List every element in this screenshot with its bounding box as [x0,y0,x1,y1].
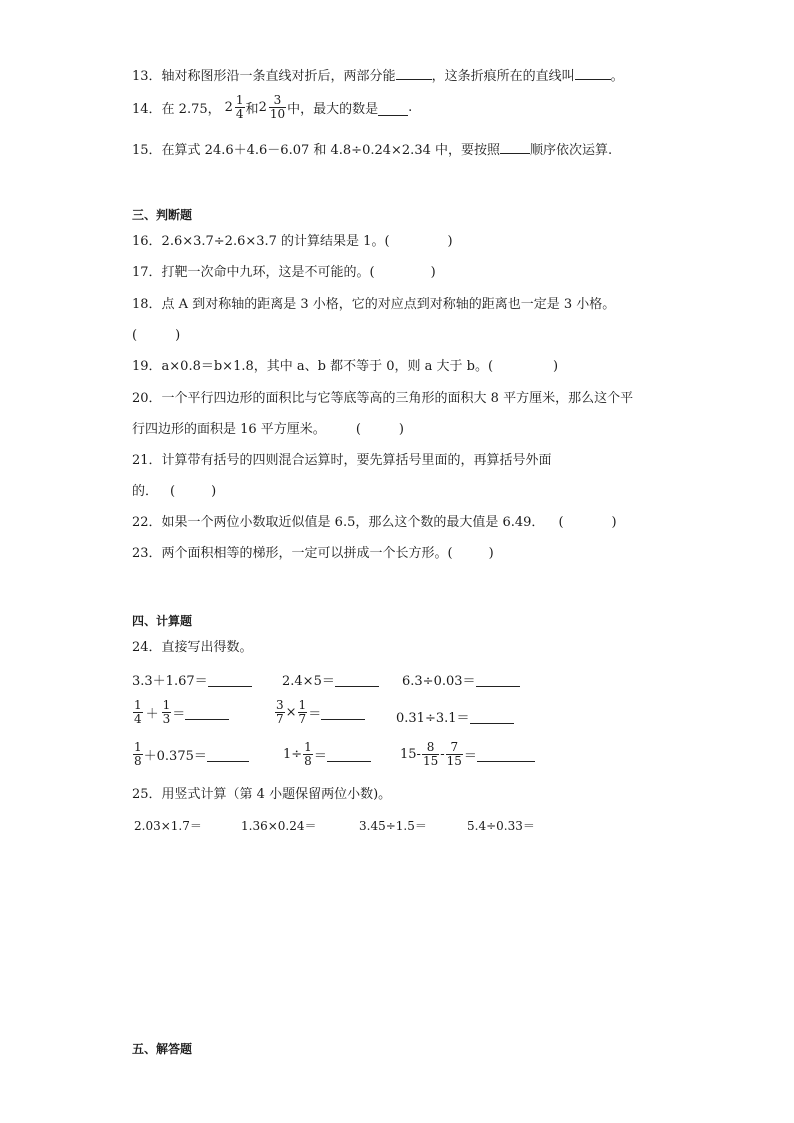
section-heading-solve: 五、解答题 [132,1042,193,1056]
question-21: 21．计算带有括号的四则混合运算时，要先算括号里面的，再算括号外面 [132,453,552,468]
fraction: $\frac{1}{8}$ [304,740,312,768]
question-16: 16．2.6×3.7÷2.6×3.7 的计算结果是 1。( ) [132,234,453,249]
answer-blank[interactable] [470,710,514,724]
answer-blank[interactable] [207,748,249,762]
answer-blank[interactable] [477,748,535,762]
question-19: 19．a×0.8＝b×1.8，其中 a、b 都不等于 0，则 a 大于 b。( ) [132,359,559,374]
question-13: 13．轴对称图形沿一条直线对折后，两部分能 ，这条折痕所在的直线叫 。 [132,66,624,86]
fraction: $\frac{7}{15}$ [446,740,462,768]
question-21-line2: 的． ( ) [132,484,217,499]
calc-item: $\frac{1}{4}$ ＋ $\frac{1}{3}$ ＝ [132,699,229,726]
question-17: 17．打靶一次命中九环，这是不可能的。( ) [132,265,436,280]
answer-blank[interactable] [321,706,365,720]
answer-blank[interactable] [575,66,611,80]
vertical-calc-item: 1.36×0.24＝ [241,819,317,833]
fraction: $\frac{1}{7}$ [298,698,307,726]
question-20: 20．一个平行四边形的面积比与它等底等高的三角形的面积大 8 平方厘米，那么这个平 [132,391,634,406]
fraction: $\frac{1}{3}$ [162,698,171,726]
answer-blank[interactable] [208,673,252,687]
fraction: $\frac{3}{10}$ [269,93,286,121]
answer-blank[interactable] [185,706,229,720]
vertical-calc-item: 5.4÷0.33＝ [467,819,535,833]
question-18-paren[interactable]: ( ) [132,328,181,343]
fraction: $\frac{1}{8}$ [134,740,142,768]
calc-item: $\frac{1}{8}$ ＋0.375＝ [132,741,249,768]
question-22: 22．如果一个两位小数取近似值是 6.5，那么这个数的最大值是 6.49． ( ) [132,515,617,530]
calc-item: 1÷ $\frac{1}{8}$ ＝ [283,741,371,768]
vertical-calc-item: 3.45÷1.5＝ [359,819,427,833]
question-15: 15．在算式 24.6＋4.6－6.07 和 4.8÷0.24×2.34 中，要按照 顺序依次运算. [132,140,612,160]
answer-blank[interactable] [335,673,379,687]
vertical-calc-item: 2.03×1.7＝ [134,819,202,833]
fraction: $\frac{1}{4}$ [235,93,244,121]
answer-paren[interactable]: ( [170,484,176,499]
calc-item: 6.3÷0.03＝ [402,670,520,689]
section-heading-judgement: 三、判断题 [132,208,193,222]
question-20-line2: 行四边形的面积是 16 平方厘米。 ( ) [132,422,404,437]
answer-blank[interactable] [476,673,520,687]
question-23: 23．两个面积相等的梯形，一定可以拼成一个长方形。( ) [132,546,494,561]
calc-item: 2.4×5＝ [282,670,379,689]
question-24-title: 24．直接写出得数。 [132,640,253,655]
mixed-number: 2 $\frac{1}{4}$ [224,93,244,121]
calc-item: 0.31÷3.1＝ [396,707,514,726]
answer-blank[interactable] [327,748,371,762]
answer-blank[interactable] [500,140,530,154]
fraction: $\frac{8}{15}$ [422,740,439,768]
calc-item: 3.3＋1.67＝ [132,670,252,689]
question-25-title: 25．用竖式计算（第 4 小题保留两位小数)。 [132,787,392,802]
calc-item: 15- $\frac{8}{15}$ - $\frac{7}{15}$ ＝ [400,741,535,768]
question-18: 18．点 A 到对称轴的距离是 3 小格，它的对应点到对称轴的距离也一定是 3 小格。 [132,297,616,312]
fraction: $\frac{1}{4}$ [134,698,142,726]
mixed-number: 2 $\frac{3}{10}$ [258,93,286,121]
answer-blank[interactable] [396,66,432,80]
answer-paren[interactable]: ( [355,422,361,437]
calc-item: $\frac{3}{7}$ × $\frac{1}{7}$ ＝ [274,699,365,726]
question-14: 14． 在 2.75， 2 $\frac{1}{4}$ 和 2 $\frac{3}{10}$ 中，最大的数是 . [132,93,413,121]
section-heading-calculation: 四、计算题 [132,614,193,628]
answer-paren[interactable]: ( [558,515,564,530]
answer-blank[interactable] [378,102,408,116]
fraction: $\frac{3}{7}$ [276,698,284,726]
